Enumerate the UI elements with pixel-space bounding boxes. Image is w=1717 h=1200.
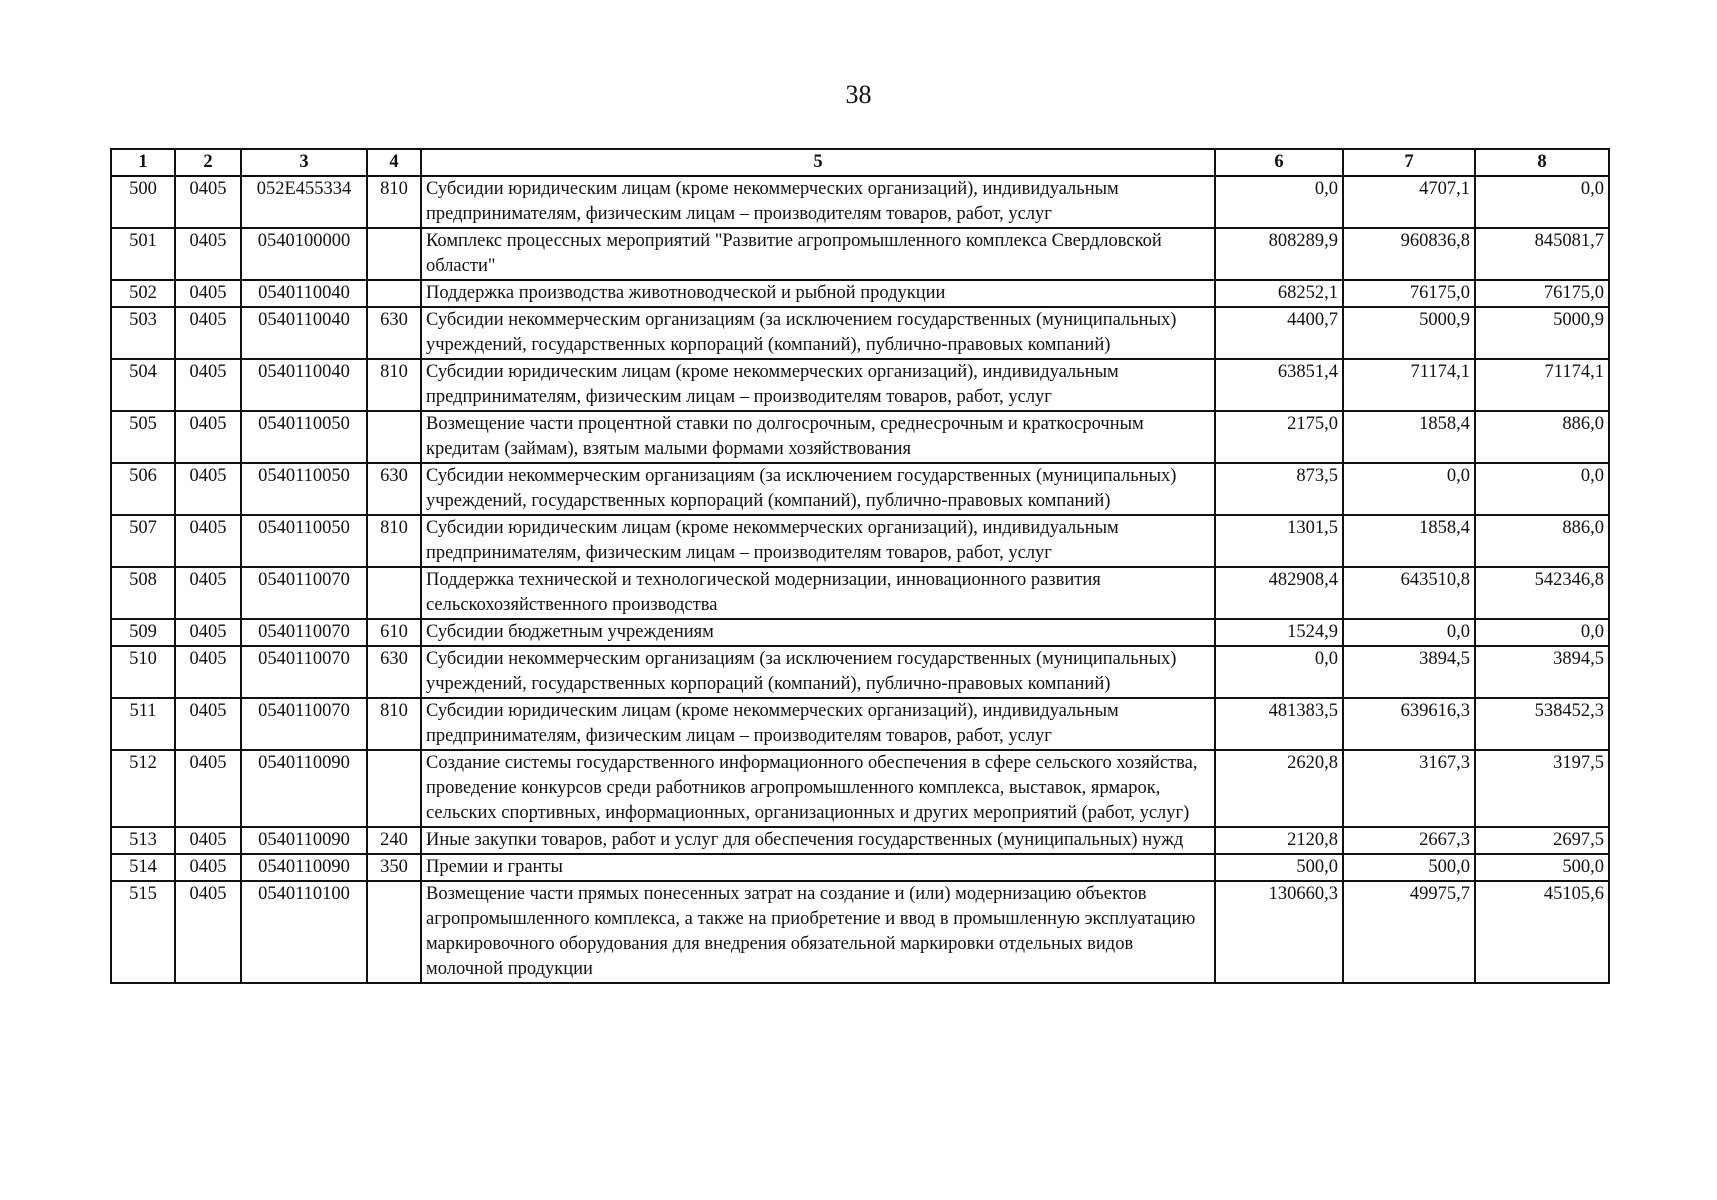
row-number-cell: 512	[111, 750, 175, 827]
section-code-cell: 0405	[175, 176, 241, 228]
amount-col6-cell: 63851,4	[1215, 359, 1343, 411]
expense-type-cell	[367, 411, 421, 463]
amount-col7-cell: 5000,9	[1343, 307, 1475, 359]
amount-col8-cell: 2697,5	[1475, 827, 1609, 854]
target-article-cell: 0540110070	[241, 646, 367, 698]
target-article-cell: 0540110040	[241, 307, 367, 359]
target-article-cell: 0540110090	[241, 854, 367, 881]
section-code-cell: 0405	[175, 463, 241, 515]
header-col-4: 4	[367, 149, 421, 176]
target-article-cell: 0540100000	[241, 228, 367, 280]
amount-col8-cell: 3894,5	[1475, 646, 1609, 698]
table-row	[111, 463, 1609, 515]
section-code-cell: 0405	[175, 698, 241, 750]
section-code-cell: 0405	[175, 619, 241, 646]
amount-col6-cell: 808289,9	[1215, 228, 1343, 280]
target-article-cell: 052E455334	[241, 176, 367, 228]
amount-col7-cell: 71174,1	[1343, 359, 1475, 411]
amount-col8-cell: 45105,6	[1475, 881, 1609, 983]
expense-type-cell: 810	[367, 515, 421, 567]
amount-col8-cell: 886,0	[1475, 411, 1609, 463]
table-row	[111, 619, 1609, 646]
row-number-cell: 510	[111, 646, 175, 698]
amount-col6-cell: 481383,5	[1215, 698, 1343, 750]
row-number-cell: 501	[111, 228, 175, 280]
amount-col6-cell: 482908,4	[1215, 567, 1343, 619]
expense-type-cell	[367, 228, 421, 280]
description-cell: Премии и гранты	[421, 854, 1215, 881]
row-number-cell: 500	[111, 176, 175, 228]
target-article-cell: 0540110050	[241, 411, 367, 463]
amount-col7-cell: 3167,3	[1343, 750, 1475, 827]
amount-col6-cell: 1301,5	[1215, 515, 1343, 567]
description-cell: Поддержка производства животноводческой и рыбной продукции	[421, 280, 1215, 307]
amount-col6-cell: 2175,0	[1215, 411, 1343, 463]
section-code-cell: 0405	[175, 307, 241, 359]
amount-col8-cell: 538452,3	[1475, 698, 1609, 750]
description-cell: Субсидии юридическим лицам (кроме некоммерческих организаций), индивидуальным предпринимателям, физическим лицам – производителям товаров, работ, услуг	[421, 698, 1215, 750]
section-code-cell: 0405	[175, 411, 241, 463]
target-article-cell: 0540110070	[241, 567, 367, 619]
description-cell: Субсидии некоммерческим организациям (за исключением государственных (муниципальных) учреждений, государственных корпораций (компаний), публично-правовых компаний)	[421, 463, 1215, 515]
target-article-cell: 0540110100	[241, 881, 367, 983]
header-col-8: 8	[1475, 149, 1609, 176]
amount-col6-cell: 130660,3	[1215, 881, 1343, 983]
expense-type-cell: 810	[367, 176, 421, 228]
section-code-cell: 0405	[175, 280, 241, 307]
section-code-cell: 0405	[175, 881, 241, 983]
description-cell: Возмещение части прямых понесенных затрат на создание и (или) модернизацию объектов агропромышленного комплекса, а также на приобретение и ввод в промышленную эксплуатацию маркировочного оборудования для внедрения обязательной маркировки отдельных видов молочной продукции	[421, 881, 1215, 983]
table-row	[111, 411, 1609, 463]
amount-col6-cell: 2620,8	[1215, 750, 1343, 827]
expense-type-cell: 810	[367, 698, 421, 750]
table-row	[111, 515, 1609, 567]
section-code-cell: 0405	[175, 567, 241, 619]
amount-col7-cell: 3894,5	[1343, 646, 1475, 698]
table-row	[111, 698, 1609, 750]
expense-type-cell: 350	[367, 854, 421, 881]
table-row	[111, 307, 1609, 359]
amount-col7-cell: 643510,8	[1343, 567, 1475, 619]
amount-col8-cell: 886,0	[1475, 515, 1609, 567]
row-number-cell: 507	[111, 515, 175, 567]
expense-type-cell: 630	[367, 307, 421, 359]
table-row	[111, 280, 1609, 307]
amount-col8-cell: 500,0	[1475, 854, 1609, 881]
table-row	[111, 646, 1609, 698]
amount-col7-cell: 500,0	[1343, 854, 1475, 881]
description-cell: Возмещение части процентной ставки по долгосрочным, среднесрочным и краткосрочным кредитам (займам), взятым малыми формами хозяйствования	[421, 411, 1215, 463]
row-number-cell: 513	[111, 827, 175, 854]
amount-col7-cell: 1858,4	[1343, 411, 1475, 463]
row-number-cell: 509	[111, 619, 175, 646]
description-cell: Субсидии юридическим лицам (кроме некоммерческих организаций), индивидуальным предпринимателям, физическим лицам – производителям товаров, работ, услуг	[421, 176, 1215, 228]
amount-col7-cell: 0,0	[1343, 463, 1475, 515]
amount-col6-cell: 0,0	[1215, 646, 1343, 698]
header-col-6: 6	[1215, 149, 1343, 176]
section-code-cell: 0405	[175, 646, 241, 698]
budget-table	[110, 148, 1610, 984]
header-col-2: 2	[175, 149, 241, 176]
expense-type-cell: 810	[367, 359, 421, 411]
expense-type-cell: 610	[367, 619, 421, 646]
table-body	[111, 176, 1609, 983]
description-cell: Субсидии юридическим лицам (кроме некоммерческих организаций), индивидуальным предпринимателям, физическим лицам – производителям товаров, работ, услуг	[421, 515, 1215, 567]
amount-col7-cell: 960836,8	[1343, 228, 1475, 280]
target-article-cell: 0540110050	[241, 463, 367, 515]
amount-col8-cell: 3197,5	[1475, 750, 1609, 827]
section-code-cell: 0405	[175, 359, 241, 411]
description-cell: Комплекс процессных мероприятий "Развитие агропромышленного комплекса Свердловской области"	[421, 228, 1215, 280]
description-cell: Субсидии юридическим лицам (кроме некоммерческих организаций), индивидуальным предпринимателям, физическим лицам – производителям товаров, работ, услуг	[421, 359, 1215, 411]
amount-col6-cell: 0,0	[1215, 176, 1343, 228]
expense-type-cell: 630	[367, 646, 421, 698]
expense-type-cell: 240	[367, 827, 421, 854]
table-row	[111, 750, 1609, 827]
amount-col8-cell: 542346,8	[1475, 567, 1609, 619]
row-number-cell: 506	[111, 463, 175, 515]
table-row	[111, 827, 1609, 854]
table-row	[111, 228, 1609, 280]
expense-type-cell	[367, 280, 421, 307]
expense-type-cell	[367, 567, 421, 619]
table-row	[111, 567, 1609, 619]
target-article-cell: 0540110090	[241, 827, 367, 854]
header-col-7: 7	[1343, 149, 1475, 176]
amount-col8-cell: 71174,1	[1475, 359, 1609, 411]
row-number-cell: 504	[111, 359, 175, 411]
section-code-cell: 0405	[175, 827, 241, 854]
amount-col6-cell: 873,5	[1215, 463, 1343, 515]
table-header	[111, 149, 1609, 176]
row-number-cell: 503	[111, 307, 175, 359]
description-cell: Поддержка технической и технологической модернизации, инновационного развития сельскохозяйственного производства	[421, 567, 1215, 619]
target-article-cell: 0540110040	[241, 359, 367, 411]
amount-col6-cell: 1524,9	[1215, 619, 1343, 646]
description-cell: Иные закупки товаров, работ и услуг для обеспечения государственных (муниципальных) нужд	[421, 827, 1215, 854]
table-row	[111, 881, 1609, 983]
target-article-cell: 0540110050	[241, 515, 367, 567]
amount-col6-cell: 2120,8	[1215, 827, 1343, 854]
section-code-cell: 0405	[175, 854, 241, 881]
amount-col6-cell: 68252,1	[1215, 280, 1343, 307]
description-cell: Создание системы государственного информационного обеспечения в сфере сельского хозяйства, проведение конкурсов среди работников агропромышленного комплекса, выставок, ярмарок, сельских спортивных, информационных, организационных и других мероприятий (работ, услуг)	[421, 750, 1215, 827]
amount-col6-cell: 500,0	[1215, 854, 1343, 881]
header-col-5: 5	[421, 149, 1215, 176]
table-row	[111, 854, 1609, 881]
expense-type-cell: 630	[367, 463, 421, 515]
target-article-cell: 0540110070	[241, 619, 367, 646]
row-number-cell: 511	[111, 698, 175, 750]
amount-col7-cell: 76175,0	[1343, 280, 1475, 307]
amount-col7-cell: 4707,1	[1343, 176, 1475, 228]
header-row	[111, 149, 1609, 176]
amount-col8-cell: 76175,0	[1475, 280, 1609, 307]
section-code-cell: 0405	[175, 515, 241, 567]
row-number-cell: 502	[111, 280, 175, 307]
amount-col8-cell: 0,0	[1475, 619, 1609, 646]
target-article-cell: 0540110090	[241, 750, 367, 827]
target-article-cell: 0540110070	[241, 698, 367, 750]
amount-col7-cell: 0,0	[1343, 619, 1475, 646]
row-number-cell: 505	[111, 411, 175, 463]
header-col-1: 1	[111, 149, 175, 176]
amount-col7-cell: 49975,7	[1343, 881, 1475, 983]
row-number-cell: 514	[111, 854, 175, 881]
row-number-cell: 508	[111, 567, 175, 619]
amount-col6-cell: 4400,7	[1215, 307, 1343, 359]
section-code-cell: 0405	[175, 228, 241, 280]
expense-type-cell	[367, 750, 421, 827]
target-article-cell: 0540110040	[241, 280, 367, 307]
row-number-cell: 515	[111, 881, 175, 983]
expense-type-cell	[367, 881, 421, 983]
page-number: 38	[845, 80, 872, 109]
header-col-3: 3	[241, 149, 367, 176]
section-code-cell: 0405	[175, 750, 241, 827]
table-row	[111, 176, 1609, 228]
description-cell: Субсидии некоммерческим организациям (за исключением государственных (муниципальных) учреждений, государственных корпораций (компаний), публично-правовых компаний)	[421, 646, 1215, 698]
amount-col8-cell: 0,0	[1475, 176, 1609, 228]
description-cell: Субсидии некоммерческим организациям (за исключением государственных (муниципальных) учреждений, государственных корпораций (компаний), публично-правовых компаний)	[421, 307, 1215, 359]
amount-col8-cell: 0,0	[1475, 463, 1609, 515]
amount-col7-cell: 2667,3	[1343, 827, 1475, 854]
table-row	[111, 359, 1609, 411]
description-cell: Субсидии бюджетным учреждениям	[421, 619, 1215, 646]
amount-col8-cell: 845081,7	[1475, 228, 1609, 280]
amount-col7-cell: 1858,4	[1343, 515, 1475, 567]
amount-col7-cell: 639616,3	[1343, 698, 1475, 750]
amount-col8-cell: 5000,9	[1475, 307, 1609, 359]
